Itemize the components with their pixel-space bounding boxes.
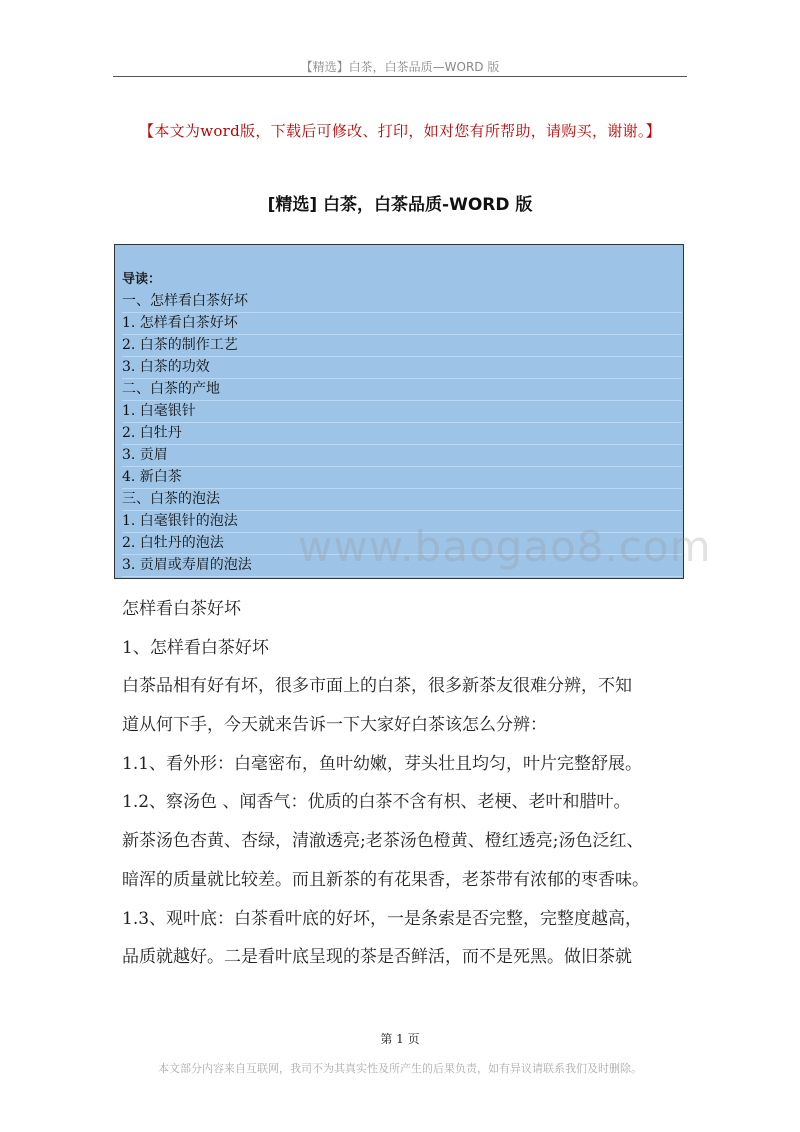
running-header: 【精选】白茶，白茶品质—WORD 版 — [300, 60, 500, 74]
paragraph-line: 1.1、看外形：白毫密布，鱼叶幼嫩，芽头壮且均匀，叶片完整舒展。 — [122, 753, 643, 774]
toc-item[interactable]: 1. 白毫银针 — [122, 401, 682, 423]
toc-item[interactable]: 2. 白牡丹的泡法 — [122, 533, 682, 555]
page-number: 第 1 页 — [380, 1032, 420, 1046]
toc-item[interactable]: 3. 贡眉或寿眉的泡法 — [122, 555, 682, 577]
toc-item[interactable]: 3. 贡眉 — [122, 445, 682, 467]
toc-item[interactable]: 2. 白牡丹 — [122, 423, 682, 445]
toc-item[interactable]: 4. 新白茶 — [122, 467, 682, 489]
paragraph-line: 新茶汤色杏黄、杏绿，清澈透亮;老茶汤色橙黄、橙红透亮;汤色泛红、 — [122, 831, 644, 852]
header-divider — [113, 76, 687, 77]
toc-item[interactable]: 1. 怎样看白茶好坏 — [122, 313, 682, 335]
toc-item[interactable]: 3. 白茶的功效 — [122, 357, 682, 379]
paragraph-line: 暗浑的质量就比较差。而且新茶的有花果香，老茶带有浓郁的枣香味。 — [122, 869, 649, 890]
purchase-notice: 【本文为word版，下载后可修改、打印，如对您有所帮助，请购买，谢谢。】 — [139, 122, 661, 140]
paragraph-line: 白茶品相有好有坏，很多市面上的白茶，很多新茶友很难分辨，不知 — [122, 676, 632, 697]
toc-item[interactable]: 2. 白茶的制作工艺 — [122, 335, 682, 357]
toc-item[interactable]: 二、白茶的产地 — [122, 379, 682, 401]
toc-item[interactable]: 三、白茶的泡法 — [122, 489, 682, 511]
paragraph-line: 1.3、观叶底：白茶看叶底的好坏，一是条索是否完整，完整度越高， — [122, 908, 643, 929]
section-heading: 怎样看白茶好坏 — [122, 599, 241, 619]
paragraph-line: 1.2、察汤色 、闻香气：优质的白茶不含有枳、老梗、老叶和腊叶。 — [122, 792, 631, 813]
footer-disclaimer: 本文部分内容来自互联网，我司不为其真实性及所产生的后果负责，如有异议请联系我们及时删除。 — [158, 1062, 642, 1075]
paragraph-line: 品质就越好。二是看叶底呈现的茶是否鲜活，而不是死黑。做旧茶就 — [122, 947, 632, 968]
toc-item[interactable]: 1. 白毫银针的泡法 — [122, 511, 682, 533]
document-title: [精选] 白茶，白茶品质-WORD 版 — [267, 195, 533, 215]
body-text — [122, 590, 692, 977]
toc-item[interactable]: 一、怎样看白茶好坏 — [122, 291, 682, 313]
toc-heading: 导读： — [122, 272, 162, 287]
paragraph-line: 道从何下手，今天就来告诉一下大家好白茶该怎么分辨： — [122, 715, 547, 736]
subsection-heading: 1、怎样看白茶好坏 — [122, 637, 269, 658]
watermark: www.baogao8.com — [298, 522, 712, 571]
